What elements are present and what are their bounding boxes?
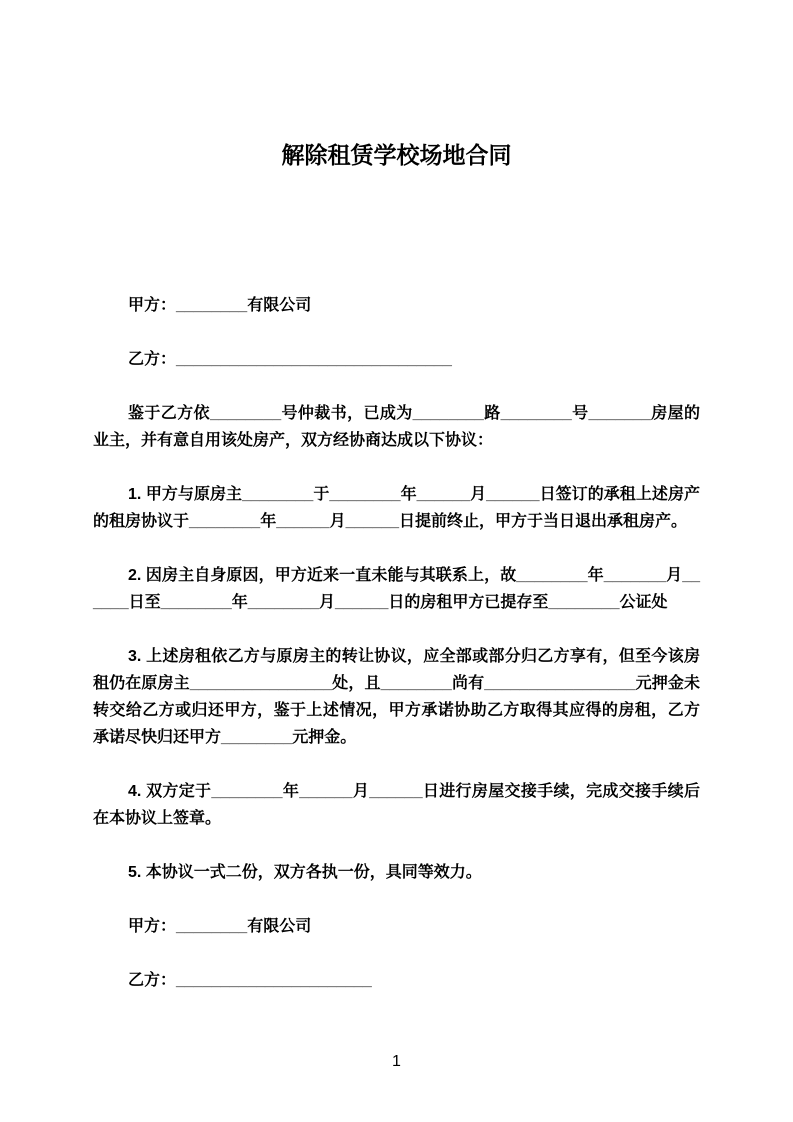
clause-4: 4. 双方定于________年______月______日进行房屋交接手续，完成交接手续后在本协议上签章。: [93, 783, 700, 827]
clause-1: 1. 甲方与原房主________于________年______月______日签订的承租上述房产的租房协议于________年______月______日提前终止，甲方于当日退出承租房产。: [93, 486, 700, 530]
clause-2: 2. 因房主自身原因，甲方近来一直未能与其联系上，故________年_______月______日至________年________月______日的房租甲方已提存至________公证处: [93, 567, 700, 611]
party-a-line-top: 甲方：________有限公司: [128, 297, 312, 314]
party-b-line-bottom: 乙方：______________________: [128, 972, 372, 989]
preamble-paragraph: 鉴于乙方依________号仲裁书，已成为________路________号_______房屋的业主，并有意自用该处房产，双方经协商达成以下协议：: [93, 405, 700, 449]
page-number: 1: [392, 1053, 401, 1070]
clause-5: 5. 本协议一式二份，双方各执一份，具同等效力。: [128, 864, 482, 881]
party-b-line-top: 乙方：_______________________________: [128, 351, 452, 368]
clause-3: 3. 上述房租依乙方与原房主的转让协议，应全部或部分归乙方享有，但至今该房租仍在原房主________________处，且________尚有_________________元押金未转交给乙方或归还甲方，鉴于上述情况，甲方承诺协助乙方取得其应得的房租，乙方承诺尽快归还甲方________元押金。: [93, 648, 700, 746]
party-a-line-bottom: 甲方：________有限公司: [128, 918, 312, 935]
document-title: 解除租赁学校场地合同: [281, 142, 512, 168]
